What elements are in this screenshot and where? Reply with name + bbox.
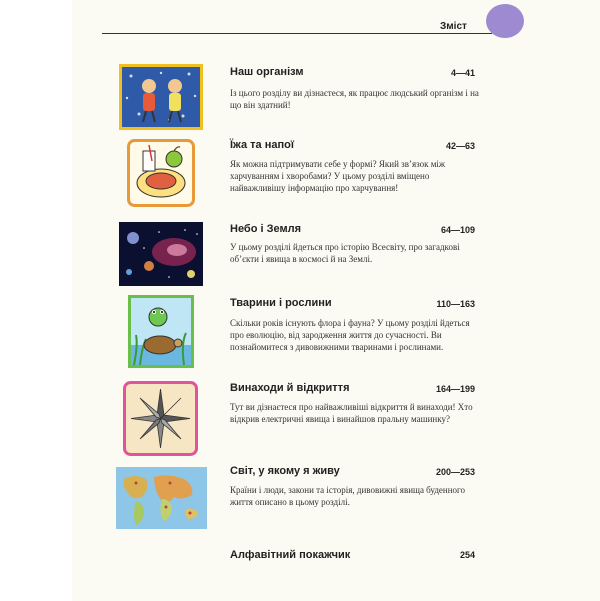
compass-rose-thumbnail [123, 381, 198, 456]
entry-title: Їжа та напої [230, 139, 294, 151]
entry-pages: 64—109 [440, 225, 475, 235]
entry-description: У цьому розділі йдеться про історію Всесвіту, про загадкові об’єкти і явища в космосі й на Землі. [230, 242, 460, 264]
body-systems-thumbnail [119, 64, 203, 130]
entry-pages: 164—199 [435, 384, 475, 394]
food-drink-thumbnail [127, 139, 195, 207]
entry-pages: 42—63 [445, 141, 475, 151]
index-pages: 254 [459, 550, 475, 560]
entry-description: Скільки років існують флора і фауна? У цьому розділі йдеться про еволюцію, від зародження життя до сучасності. Ви познайомитеся з дивовижними тваринами і рослинами. [230, 318, 470, 352]
entry-description: Країни і люди, закони та історія, дивовижні явища буденного життя описано в цьому розділі. [230, 485, 466, 507]
index-title: Алфавітний покажчик [230, 549, 351, 561]
entry-description: Тут ви дізнаєтеся про найважливіші відкриття й винаходи! Хто відкрив електричні явища і винайшов пральну машинку? [230, 402, 473, 424]
header-title: Зміст [440, 21, 467, 32]
entry-title: Небо і Земля [230, 223, 302, 235]
entry-pages: 4—41 [450, 68, 475, 78]
entry-pages: 110—163 [436, 299, 475, 309]
entry-description: Як можна підтримувати себе у формі? Який зв’язок між харчуванням і хворобами? У цьому розділі вміщено найважливішу інформацію про харчування! [230, 159, 446, 193]
header-rule [102, 33, 492, 34]
entry-title: Наш організм [230, 66, 304, 78]
entry-description: Із цього розділу ви дізнаєтеся, як працює людський організм і на що він здатний! [230, 88, 479, 110]
entry-pages: 200—253 [435, 467, 475, 477]
entry-title: Тварини і рослини [230, 297, 332, 309]
entry-title: Світ, у якому я живу [230, 465, 340, 477]
space-thumbnail [119, 222, 203, 286]
turtle-frog-thumbnail [128, 295, 194, 368]
world-map-thumbnail [116, 467, 207, 529]
entry-title: Винаходи й відкриття [230, 382, 350, 394]
